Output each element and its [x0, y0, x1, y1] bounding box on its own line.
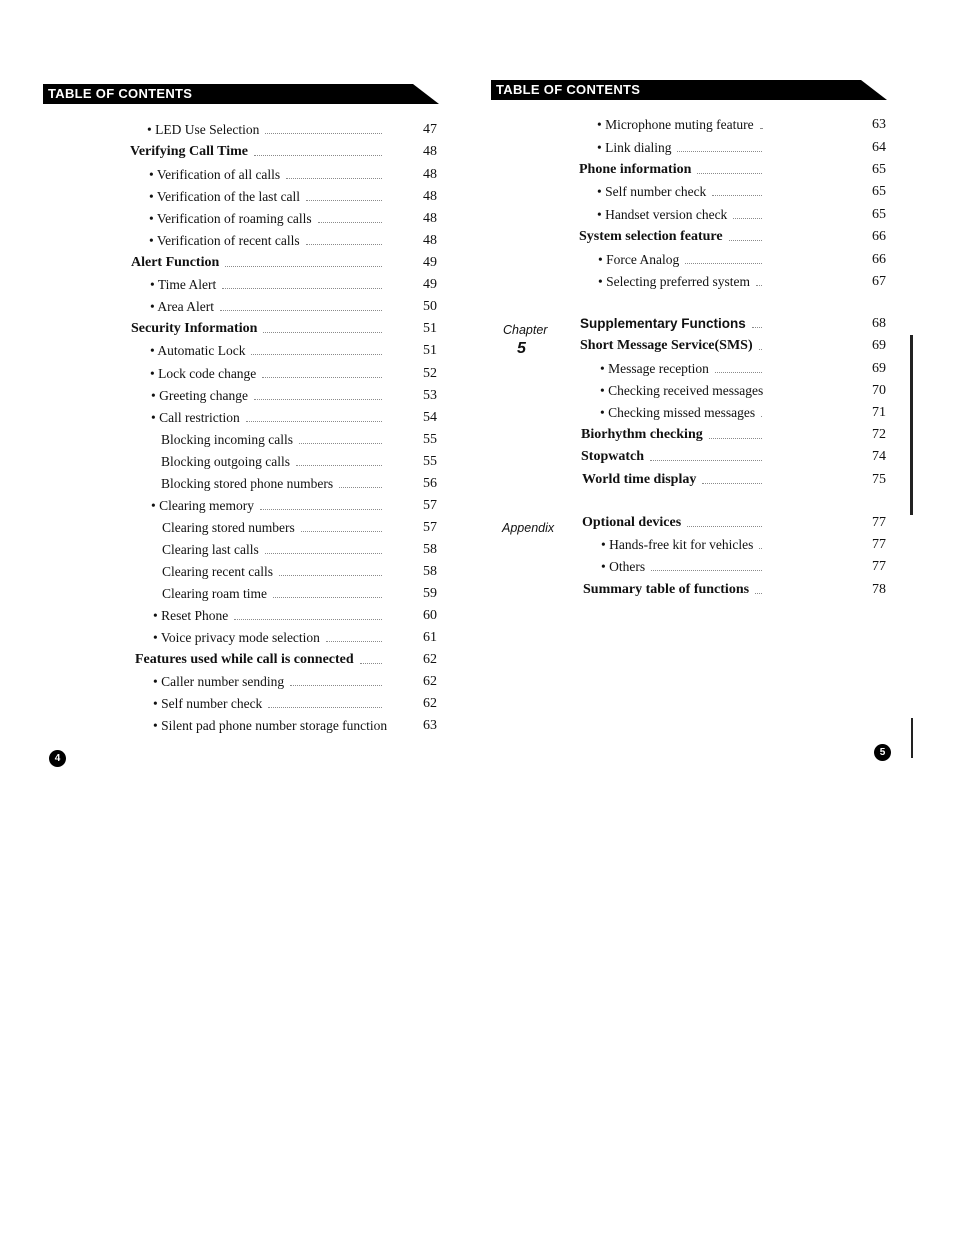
toc-dot-leader: [306, 200, 382, 201]
toc-entry-page-number: 74: [872, 449, 886, 464]
toc-entry-page-number: 56: [423, 476, 437, 491]
toc-dot-leader: [286, 178, 382, 179]
toc-entry-page-number: 66: [872, 252, 886, 267]
toc-entry-page-number: 71: [872, 405, 886, 420]
toc-entry-page-number: 66: [872, 229, 886, 244]
toc-dot-leader: [760, 128, 762, 129]
toc-entry-title: • Caller number sending: [153, 674, 285, 689]
toc-entry-title: • LED Use Selection: [147, 122, 260, 137]
toc-dot-leader: [262, 377, 382, 378]
toc-entry-title: • Verification of the last call: [149, 189, 301, 204]
toc-entry-short-message-service-sms: [580, 336, 896, 356]
toc-dot-leader: [756, 285, 762, 286]
toc-entry-title: • Silent pad phone number storage function: [153, 718, 388, 733]
toc-entry-page-number: 75: [872, 472, 886, 487]
toc-dot-leader: [318, 222, 382, 223]
toc-dot-leader: [265, 133, 382, 134]
toc-entry-system-selection-feature: [579, 227, 896, 247]
toc-dot-leader: [265, 553, 382, 554]
toc-entry-lock-code-change: [150, 364, 447, 384]
toc-entry-page-number: 77: [872, 515, 886, 530]
toc-entry-time-alert: [150, 275, 447, 295]
toc-entry-page-number: 59: [423, 586, 437, 601]
toc-entry-title: • Verification of roaming calls: [149, 211, 312, 226]
toc-entry-checking-missed-messages: [600, 403, 896, 423]
toc-entry-title: Summary table of functions: [583, 582, 750, 597]
toc-dot-leader: [246, 421, 382, 422]
toc-entry-page-number: 65: [872, 207, 886, 222]
toc-dot-leader: [759, 349, 762, 350]
toc-entry-page-number: 48: [423, 189, 437, 204]
toc-entry-title: • Voice privacy mode selection: [153, 630, 320, 645]
page-number-badge-right: 5: [874, 744, 891, 761]
toc-entry-page-number: 65: [872, 162, 886, 177]
toc-dot-leader: [234, 619, 382, 620]
toc-entry-force-analog: [598, 250, 896, 270]
toc-entry-title: • Microphone muting feature: [597, 117, 754, 132]
toc-entry-world-time-display: [582, 470, 896, 490]
toc-entry-title: • Selecting preferred system: [598, 274, 751, 289]
toc-entry-title: • Lock code change: [150, 366, 257, 381]
toc-entry-title: Blocking stored phone numbers: [161, 476, 334, 491]
toc-entry-selecting-preferred-system: [598, 272, 896, 292]
toc-entry-microphone-muting-feature: [597, 115, 896, 135]
toc-entry-page-number: 47: [423, 122, 437, 137]
toc-entry-page-number: 48: [423, 233, 437, 248]
toc-entry-page-number: 67: [872, 274, 886, 289]
toc-entry-title: • Verification of recent calls: [149, 233, 300, 248]
toc-entry-page-number: 54: [423, 410, 437, 425]
edge-thumb-mark-lower: [911, 718, 913, 758]
toc-entry-title: Blocking outgoing calls: [161, 454, 290, 469]
toc-entry-clearing-roam-time: [162, 584, 447, 604]
toc-entry-page-number: 63: [872, 117, 886, 132]
toc-dot-leader: [273, 597, 382, 598]
toc-dot-leader: [702, 483, 762, 484]
toc-entry-page-number: 53: [423, 388, 437, 403]
toc-entry-title: • Link dialing: [597, 140, 672, 155]
toc-banner-right: TABLE OF CONTENTS: [491, 80, 861, 100]
toc-entry-page-number: 48: [423, 167, 437, 182]
toc-dot-leader: [697, 173, 762, 174]
toc-entry-page-number: 49: [423, 277, 437, 292]
toc-entry-title: Features used while call is connected: [135, 652, 354, 667]
toc-entry-title: • Clearing memory: [151, 498, 254, 513]
chapter-number: 5: [517, 340, 526, 357]
toc-entry-page-number: 62: [423, 674, 437, 689]
toc-dot-leader: [301, 531, 382, 532]
toc-entry-summary-table-of-functions: [583, 580, 896, 600]
toc-dot-leader: [761, 416, 762, 417]
toc-entry-title: Verifying Call Time: [130, 144, 248, 159]
toc-entry-title: Blocking incoming calls: [161, 432, 293, 447]
toc-entry-page-number: 51: [423, 343, 437, 358]
toc-entry-page-number: 49: [423, 255, 437, 270]
toc-entry-self-number-check: [597, 182, 896, 202]
toc-entry-page-number: 64: [872, 140, 886, 155]
toc-dot-leader: [279, 575, 382, 576]
toc-entry-voice-privacy-mode-selection: [153, 628, 447, 648]
toc-entry-title: • Reset Phone: [153, 608, 229, 623]
toc-entry-title: • Checking received messages: [600, 383, 764, 398]
toc-entry-title: • Others: [601, 559, 646, 574]
toc-dot-leader: [685, 263, 762, 264]
toc-entry-clearing-memory: [151, 496, 447, 516]
toc-entry-page-number: 78: [872, 582, 886, 597]
toc-entry-supplementary-functions: [580, 314, 896, 334]
appendix-label: Appendix: [502, 521, 555, 535]
toc-entry-led-use-selection: [147, 120, 447, 140]
toc-entry-page-number: 58: [423, 564, 437, 579]
toc-entry-title: • Time Alert: [150, 277, 217, 292]
toc-entry-title: Clearing recent calls: [162, 564, 273, 579]
toc-entry-title: Phone information: [579, 162, 692, 177]
toc-dot-leader: [296, 465, 382, 466]
toc-entry-title: • Self number check: [153, 696, 263, 711]
toc-entry-page-number: 55: [423, 432, 437, 447]
toc-entry-message-reception: [600, 359, 896, 379]
toc-entry-title: Stopwatch: [581, 449, 645, 464]
toc-entry-page-number: 77: [872, 537, 886, 552]
toc-entry-checking-received-messages: [600, 381, 896, 401]
toc-dot-leader: [306, 244, 382, 245]
toc-dot-leader: [268, 707, 382, 708]
toc-entry-hands-free-kit-for-vehicles: [601, 535, 896, 555]
toc-entry-title: System selection feature: [579, 229, 723, 244]
toc-dot-leader: [225, 266, 382, 267]
toc-entry-alert-function: [131, 253, 447, 273]
toc-dot-leader: [263, 332, 382, 333]
toc-entry-security-information: [131, 319, 447, 339]
toc-entry-title: Clearing last calls: [162, 542, 259, 557]
toc-dot-leader: [254, 155, 382, 156]
toc-dot-leader: [254, 399, 382, 400]
toc-entry-title: • Hands-free kit for vehicles: [601, 537, 754, 552]
toc-entry-optional-devices: [582, 513, 896, 533]
toc-entry-reset-phone: [153, 606, 447, 626]
toc-entry-title: • Handset version check: [597, 207, 728, 222]
toc-entry-page-number: 51: [423, 321, 437, 336]
edge-thumb-mark: [910, 335, 913, 515]
toc-entry-page-number: 57: [423, 520, 437, 535]
toc-dot-leader: [759, 548, 762, 549]
toc-entry-area-alert: [150, 297, 447, 317]
toc-entry-title: • Force Analog: [598, 252, 680, 267]
toc-dot-leader: [222, 288, 382, 289]
toc-entry-page-number: 68: [872, 316, 886, 331]
toc-dot-leader: [715, 372, 762, 373]
toc-entry-page-number: 63: [423, 718, 437, 733]
toc-entry-caller-number-sending: [153, 672, 447, 692]
toc-dot-leader: [290, 685, 382, 686]
toc-entry-title: Alert Function: [131, 255, 220, 270]
toc-dot-leader: [360, 663, 382, 664]
toc-entry-title: Optional devices: [582, 515, 682, 530]
toc-entry-handset-version-check: [597, 205, 896, 225]
toc-entry-clearing-stored-numbers: [162, 518, 447, 538]
toc-entry-clearing-recent-calls: [162, 562, 447, 582]
toc-entry-page-number: 62: [423, 652, 437, 667]
toc-entry-phone-information: [579, 160, 896, 180]
toc-entry-title: • Self number check: [597, 184, 707, 199]
toc-dot-leader: [677, 151, 762, 152]
toc-entry-call-restriction: [151, 408, 447, 428]
toc-dot-leader: [260, 509, 382, 510]
chapter-label: Chapter: [503, 323, 548, 337]
toc-entry-title: • Verification of all calls: [149, 167, 281, 182]
toc-entry-blocking-stored-phone-numbers: [161, 474, 447, 494]
toc-entry-blocking-incoming-calls: [161, 430, 447, 450]
toc-entry-link-dialing: [597, 138, 896, 158]
toc-entry-clearing-last-calls: [162, 540, 447, 560]
toc-entry-title: • Call restriction: [151, 410, 240, 425]
toc-entry-title: • Area Alert: [150, 299, 214, 314]
toc-entry-title: Short Message Service(SMS): [580, 338, 753, 353]
toc-entry-page-number: 50: [423, 299, 437, 314]
toc-entry-page-number: 60: [423, 608, 437, 623]
toc-entry-page-number: 77: [872, 559, 886, 574]
toc-entry-greeting-change: [151, 386, 447, 406]
toc-dot-leader: [251, 354, 382, 355]
toc-entry-stopwatch: [581, 447, 896, 467]
toc-entry-verifying-call-time: [130, 142, 447, 162]
toc-dot-leader: [339, 487, 382, 488]
toc-entry-title: Clearing roam time: [162, 586, 267, 601]
toc-entry-verification-of-all-calls: [149, 165, 447, 185]
toc-entry-biorhythm-checking: [581, 425, 896, 445]
toc-entry-page-number: 62: [423, 696, 437, 711]
toc-entry-verification-of-recent-calls: [149, 231, 447, 251]
toc-entry-features-used-while-call-is-connected: [135, 650, 447, 670]
toc-entry-title: • Automatic Lock: [150, 343, 246, 358]
toc-entry-page-number: 72: [872, 427, 886, 442]
toc-entry-page-number: 70: [872, 383, 886, 398]
toc-entry-verification-of-roaming-calls: [149, 209, 447, 229]
page-number-badge-left: 4: [49, 750, 66, 767]
toc-dot-leader: [687, 526, 762, 527]
toc-dot-leader: [650, 460, 762, 461]
toc-entry-blocking-outgoing-calls: [161, 452, 447, 472]
toc-entry-page-number: 48: [423, 211, 437, 226]
toc-entry-verification-of-the-last-call: [149, 187, 447, 207]
toc-dot-leader: [709, 438, 762, 439]
toc-entry-page-number: 57: [423, 498, 437, 513]
toc-entry-page-number: 55: [423, 454, 437, 469]
toc-entry-automatic-lock: [150, 341, 447, 361]
toc-entry-silent-pad-phone-number-storage-function: [153, 716, 447, 736]
toc-entry-page-number: 69: [872, 361, 886, 376]
toc-entry-page-number: 48: [423, 144, 437, 159]
toc-dot-leader: [733, 218, 762, 219]
toc-entry-page-number: 65: [872, 184, 886, 199]
toc-entry-title: Clearing stored numbers: [162, 520, 295, 535]
toc-dot-leader: [651, 570, 762, 571]
toc-entry-page-number: 58: [423, 542, 437, 557]
toc-entry-title: World time display: [582, 472, 697, 487]
toc-entry-self-number-check: [153, 694, 447, 714]
toc-entry-title: • Message reception: [600, 361, 709, 376]
toc-dot-leader: [729, 240, 762, 241]
toc-entry-title: Biorhythm checking: [581, 427, 703, 442]
toc-dot-leader: [326, 641, 382, 642]
toc-dot-leader: [755, 593, 762, 594]
toc-entry-title: • Greeting change: [151, 388, 248, 403]
toc-entry-title: • Checking missed messages: [600, 405, 756, 420]
toc-entry-title: Supplementary Functions: [580, 316, 746, 331]
toc-entry-page-number: 69: [872, 338, 886, 353]
toc-dot-leader: [712, 195, 762, 196]
toc-dot-leader: [220, 310, 382, 311]
toc-entry-page-number: 61: [423, 630, 437, 645]
toc-entry-page-number: 52: [423, 366, 437, 381]
toc-dot-leader: [299, 443, 382, 444]
toc-banner-left: TABLE OF CONTENTS: [43, 84, 413, 104]
toc-dot-leader: [752, 327, 762, 328]
toc-entry-others: [601, 557, 896, 577]
toc-entry-title: Security Information: [131, 321, 258, 336]
